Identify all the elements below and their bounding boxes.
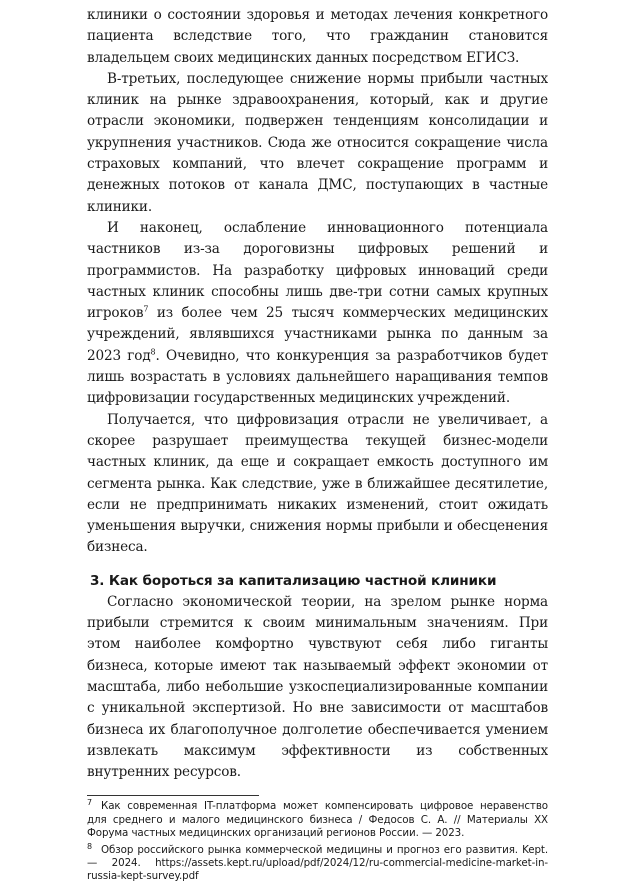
paragraph-section-intro: Согласно экономической теории, на зрелом рынке норма прибыли стремится к своим минимальным значениям. При этом наиболее комфортно чувствуют себя либо гиганты бизнеса, которые имеют так называемый эффект экономии от масштаба, либо небольшие узкоспециализированные компании с уникальной экспертизой. Но вне зависимости от масштабов бизнеса их благополучное долголетие обеспечивается умением извлекать максимум эффективности из собственных внутренних ресурсов.	[87, 593, 548, 781]
paragraph-innovation-part1: И наконец, ослабление инновационного потенциала частников из-за дороговизны цифровых решений и программистов. На разработку цифровых инноваций среди частных клиник способны лишь две-три сотни самых крупных игроков	[87, 219, 548, 322]
paragraph-conclusion: Получается, что цифровизация отрасли не увеличивает, а скорее разрушает преимущества текущей бизнес-модели частных клиник, да еще и сокращает емкость доступного им сегмента рынка. Как следствие, уже в ближайшее десятилетие, если не предпринимать никаких изменений, стоит ожидать уменьшения выручки, снижения нормы прибыли и обесценения бизнеса.	[87, 411, 548, 556]
footnote-text: Обзор российского рынка коммерческой медицины и прогноз его развития. Kept. — 2024. https://assets.kept.ru/upload/pdf/2024/12/ru-commercial-medicine-market-in-russia-kept-survey.pdf	[87, 844, 548, 883]
paragraph-third-point: В-третьих, последующее снижение нормы прибыли частных клиник на рынке здравоохранения, который, как и другие отрасли экономики, подвержен тенденциям консолидации и укрупнения участников. Сюда же относится сокращение числа страховых компаний, что влечет сокращение программ и денежных потоков от канала ДМС, поступающих в частные клиники.	[87, 70, 548, 215]
footnote-divider	[87, 795, 259, 796]
footnote-ref-8[interactable]: 8	[150, 347, 156, 357]
paragraph-continuation: клиники о состоянии здоровья и методах лечения конкретного пациента вследствие того, что гражданин становится владельцем своих медицинских данных посредством ЕГИСЗ.	[87, 7, 548, 66]
footnote-7: 7 Как современная IT-платформа может компенсировать цифровое неравенство для среднего и малого медицинского бизнеса / Федосов С. А. // Материалы XX Форума частных медицинских организаций регионов России. — 2023.	[87, 797, 548, 839]
footnote-text: Как современная IT-платформа может компенсировать цифровое неравенство для среднего и малого медицинского бизнеса / Федосов С. А. // Материалы XX Форума частных медицинских организаций регионов России. — 2023.	[87, 800, 548, 839]
paragraph-innovation	[87, 218, 548, 410]
footnote-ref-7[interactable]: 7	[143, 304, 149, 314]
section-heading: 3. Как бороться за капитализацию частной клиники	[90, 572, 497, 589]
footnote-8: 8 Обзор российского рынка коммерческой медицины и прогноз его развития. Kept. — 2024. https://assets.kept.ru/upload/pdf/2024/12/ru-commercial-medicine-market-in-russia-kept-survey.pdf	[87, 841, 548, 883]
body-text	[87, 0, 548, 783]
paragraph-innovation-part3: . Очевидно, что конкуренция за разработчиков будет лишь возрастать в условиях дальнейшего наращивания темпов цифровизации государственных медицинских учреждений.	[87, 347, 548, 407]
paragraph-innovation-part2: из более чем 25 тысяч коммерческих медицинских учреждений, являвшихся участниками рынка по данным за 2023 год	[87, 305, 548, 364]
footnotes	[87, 797, 548, 883]
